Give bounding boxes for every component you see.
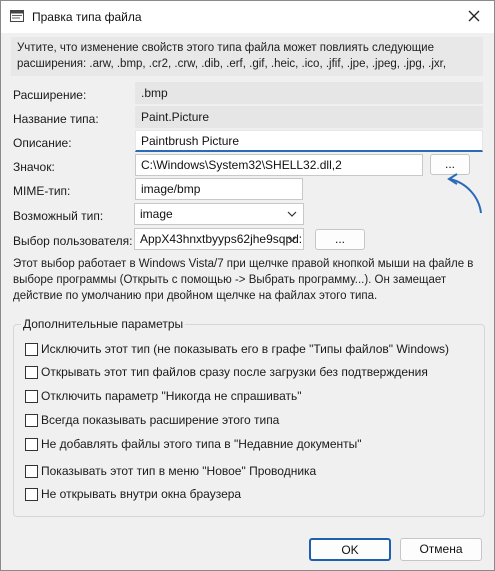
option-label: Показывать этот тип в меню "Новое" Проводника: [41, 464, 317, 478]
option-label: Не добавлять файлы этого типа в "Недавние документы": [41, 437, 362, 451]
close-icon[interactable]: [464, 6, 484, 26]
description-label: Описание:: [13, 136, 72, 150]
checkbox[interactable]: [25, 438, 38, 451]
type-name-field: Paint.Picture: [135, 106, 483, 128]
affected-extensions-info: [11, 37, 483, 76]
checkbox[interactable]: [25, 488, 38, 501]
perceived-type-select[interactable]: [134, 203, 304, 225]
option-label: Всегда показывать расширение этого типа: [41, 413, 280, 427]
option-label: Не открывать внутри окна браузера: [41, 487, 242, 501]
annotation-arrow-icon: [445, 169, 485, 219]
perceived-type-label: Возможный тип:: [13, 209, 104, 223]
user-choice-value: AppX43hnxtbyyps62jhe9sqpd:: [140, 232, 303, 246]
ok-button[interactable]: OK: [309, 538, 391, 561]
cancel-button[interactable]: Отмена: [400, 538, 482, 561]
advanced-options-title: Дополнительные параметры: [23, 317, 184, 331]
type-name-label: Название типа:: [13, 112, 99, 126]
icon-path-input[interactable]: C:\Windows\System32\SHELL32.dll,2: [135, 154, 423, 176]
checkbox[interactable]: [25, 414, 38, 427]
app-window-icon: [10, 10, 24, 22]
title-bar: [1, 1, 494, 33]
perceived-type-value: image: [140, 207, 173, 221]
browse-program-button[interactable]: ...: [315, 229, 365, 250]
option-label: Отключить параметр "Никогда не спрашивать": [41, 389, 302, 403]
info-text: Учтите, что изменение свойств этого типа файла может повлиять следующие расширения: .arw, .bmp, .cr2, .crw, .dib, .erf, .gif, .heic, .ico, .jfif, .jpe, .jpeg, .jpg, .jxr,: [17, 42, 447, 70]
mime-input[interactable]: image/bmp: [135, 178, 303, 200]
option-label: Исключить этот тип (не показывать его в графе "Типы файлов" Windows): [41, 342, 450, 356]
checkbox[interactable]: [25, 390, 38, 403]
chevron-down-icon: [287, 235, 297, 243]
checkbox[interactable]: [25, 465, 38, 478]
browse-icon-button[interactable]: ...: [430, 154, 470, 175]
extension-label: Расширение:: [13, 88, 87, 102]
user-choice-select[interactable]: [134, 228, 304, 250]
chevron-down-icon: [287, 210, 297, 218]
mime-label: MIME-тип:: [13, 184, 71, 198]
user-choice-note: Этот выбор работает в Windows Vista/7 при щелчке правой кнопкой мыши на файле в выборе программы (Открыть с помощью -> Выбрать программу...). Он замещает действие по умолчанию при двойном щелчке на файлах этого типа.: [13, 258, 474, 302]
user-choice-label: Выбор пользователя:: [13, 234, 133, 248]
icon-label: Значок:: [13, 160, 55, 174]
window-title: Правка типа файла: [32, 10, 142, 24]
checkbox[interactable]: [25, 366, 38, 379]
option-label: Открывать этот тип файлов сразу после загрузки без подтверждения: [41, 365, 428, 379]
description-input[interactable]: Paintbrush Picture: [135, 130, 483, 152]
checkbox[interactable]: [25, 343, 38, 356]
extension-field: .bmp: [135, 82, 483, 104]
